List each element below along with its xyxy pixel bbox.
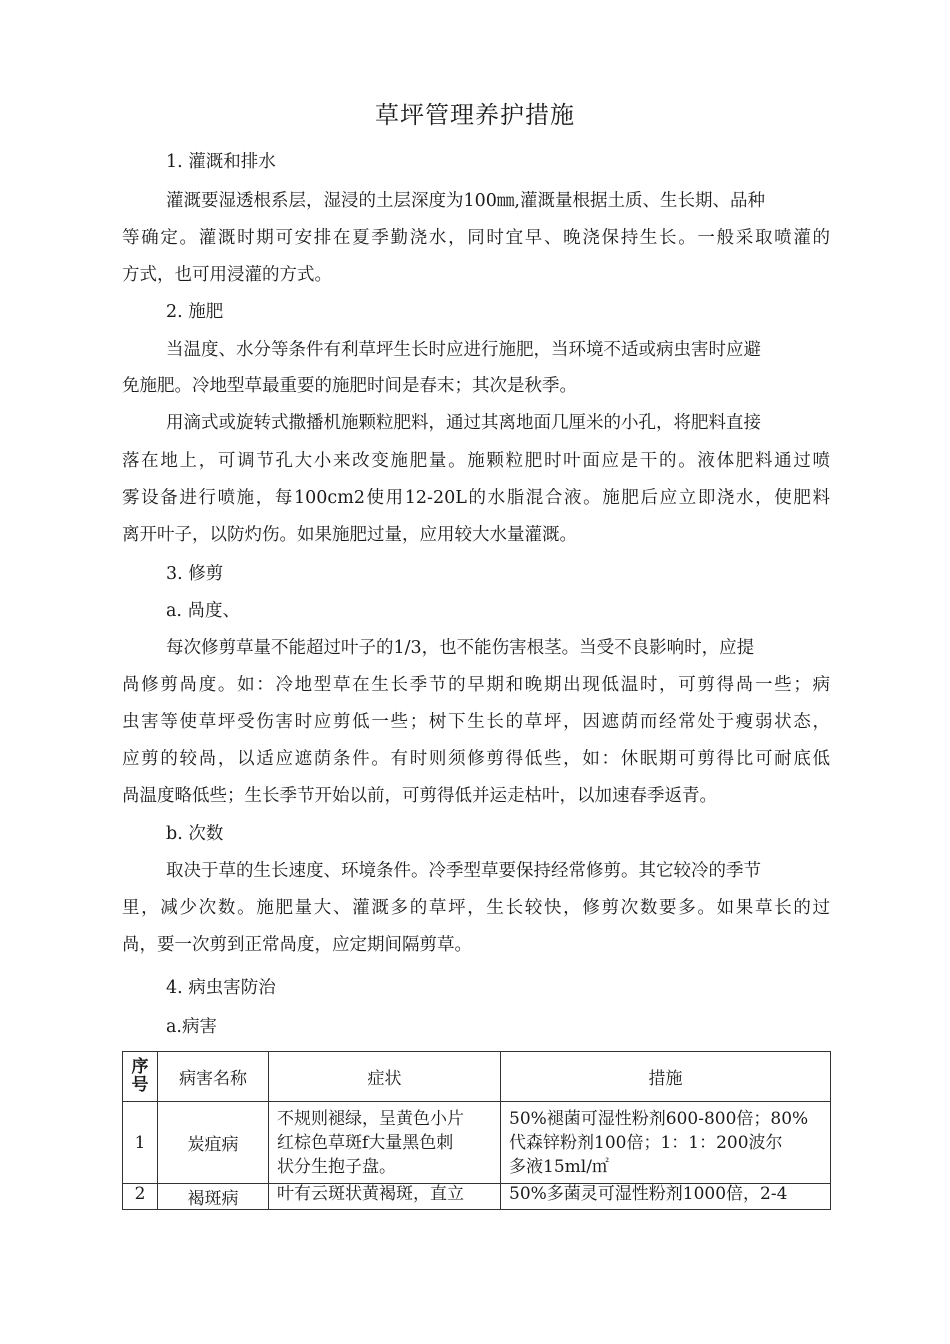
- header-measure: 措施: [501, 1052, 831, 1102]
- row-measure: [501, 1184, 831, 1210]
- measure-line: 代森锌粉剂100倍；1：1：200波尔: [509, 1132, 783, 1153]
- table-header-row: [123, 1052, 831, 1102]
- row-symptom: [269, 1102, 501, 1184]
- header-index: 序号: [123, 1052, 158, 1102]
- subheading-frequency: b. 次数: [166, 824, 224, 844]
- paragraph-line: 里，减少次数。施肥量大、灌溉多的草坪，生长较快，修剪次数要多。如果草长的过: [122, 898, 830, 918]
- paragraph-line: 落在地上，可调节孔大小来改变施肥量。施颗粒肥时叶面应是干的。液体肥料通过喷: [122, 451, 830, 471]
- paragraph-line: 取决于草的生长速度、环境条件。冷季型草要保持经常修剪。其它较冷的季节: [166, 861, 761, 881]
- section-heading-mowing: 3. 修剪: [166, 564, 224, 584]
- paragraph-line: 灌溉要湿透根系层，湿浸的土层深度为100㎜,灌溉量根据土质、生长期、品种: [166, 191, 765, 211]
- symptom-line: 红棕色草斑f大量黑色刺: [277, 1132, 454, 1153]
- measure-line: 多液15ml/㎡: [509, 1156, 609, 1177]
- section-heading-pest-control: 4. 病虫害防治: [166, 978, 276, 998]
- paragraph-line: 等确定。灌溉时期可安排在夏季勤浇水，同时宜早、晚浇保持生长。一般采取喷灌的: [122, 228, 830, 248]
- row-index: 1: [123, 1102, 158, 1184]
- measure-line: 50%褪菌可湿性粉剂600-800倍；80%: [509, 1108, 809, 1129]
- paragraph-line: 应剪的较咼，以适应遮荫条件。有时则须修剪得低些，如：休眠期可剪得比可耐底低: [122, 749, 830, 769]
- paragraph-line: 当温度、水分等条件有利草坪生长时应进行施肥，当环境不适或病虫害时应避: [166, 340, 761, 360]
- document-title: 草坪管理养护措施: [375, 101, 575, 129]
- subheading-diseases: a.病害: [166, 1017, 217, 1037]
- paragraph-line: 用滴式或旋转式撒播机施颗粒肥料，通过其离地面几厘米的小孔，将肥料直接: [166, 413, 761, 433]
- section-heading-irrigation: 1. 灌溉和排水: [166, 152, 276, 172]
- measure-line: 50%多菌灵可湿性粉剂1000倍，2-4: [509, 1184, 788, 1204]
- row-disease-name: 炭疽病: [158, 1102, 269, 1184]
- paragraph-line: 雾设备进行喷施，每100cm2使用12-20L的水脂混合液。施肥后应立即浇水，使肥料: [122, 488, 830, 508]
- row-symptom: [269, 1184, 501, 1210]
- row-measure: [501, 1102, 831, 1184]
- paragraph-line: 每次修剪草量不能超过叶子的1/3，也不能伤害根茎。当受不良影响时，应提: [166, 638, 755, 658]
- paragraph-line: 咼温度略低些；生长季节开始以前，可剪得低并运走枯叶，以加速春季返青。: [122, 786, 717, 806]
- disease-table: [122, 1051, 831, 1210]
- subheading-height: a. 咼度、: [166, 601, 241, 621]
- paragraph-line: 咼修剪咼度。如：冷地型草在生长季节的早期和晚期出现低温时，可剪得咼一些；病: [122, 675, 830, 695]
- header-symptom: 症状: [269, 1052, 501, 1102]
- symptom-line: 状分生抱子盘。: [277, 1156, 396, 1177]
- section-heading-fertilizing: 2. 施肥: [166, 302, 224, 322]
- header-disease-name: 病害名称: [158, 1052, 269, 1102]
- paragraph-line: 虫害等使草坪受伤害时应剪低一些；树下生长的草坪，因遮荫而经常处于瘦弱状态，: [122, 712, 830, 732]
- paragraph-line: 离开叶子，以防灼伤。如果施肥过量，应用较大水量灌溉。: [122, 525, 577, 545]
- paragraph-line: 咼，要一次剪到正常咼度，应定期间隔剪草。: [122, 935, 472, 955]
- symptom-line: 叶有云斑状黄褐斑，直立: [277, 1184, 464, 1204]
- table-row: [123, 1102, 831, 1184]
- paragraph-line: 方式，也可用浸灌的方式。: [122, 265, 332, 285]
- symptom-line: 不规则褪绿，呈黄色小片: [277, 1108, 464, 1129]
- row-disease-name: 褐斑病: [158, 1184, 269, 1210]
- row-index: 2: [123, 1184, 158, 1210]
- table-row: [123, 1184, 831, 1210]
- paragraph-line: 免施肥。冷地型草最重要的施肥时间是春末；其次是秋季。: [122, 376, 577, 396]
